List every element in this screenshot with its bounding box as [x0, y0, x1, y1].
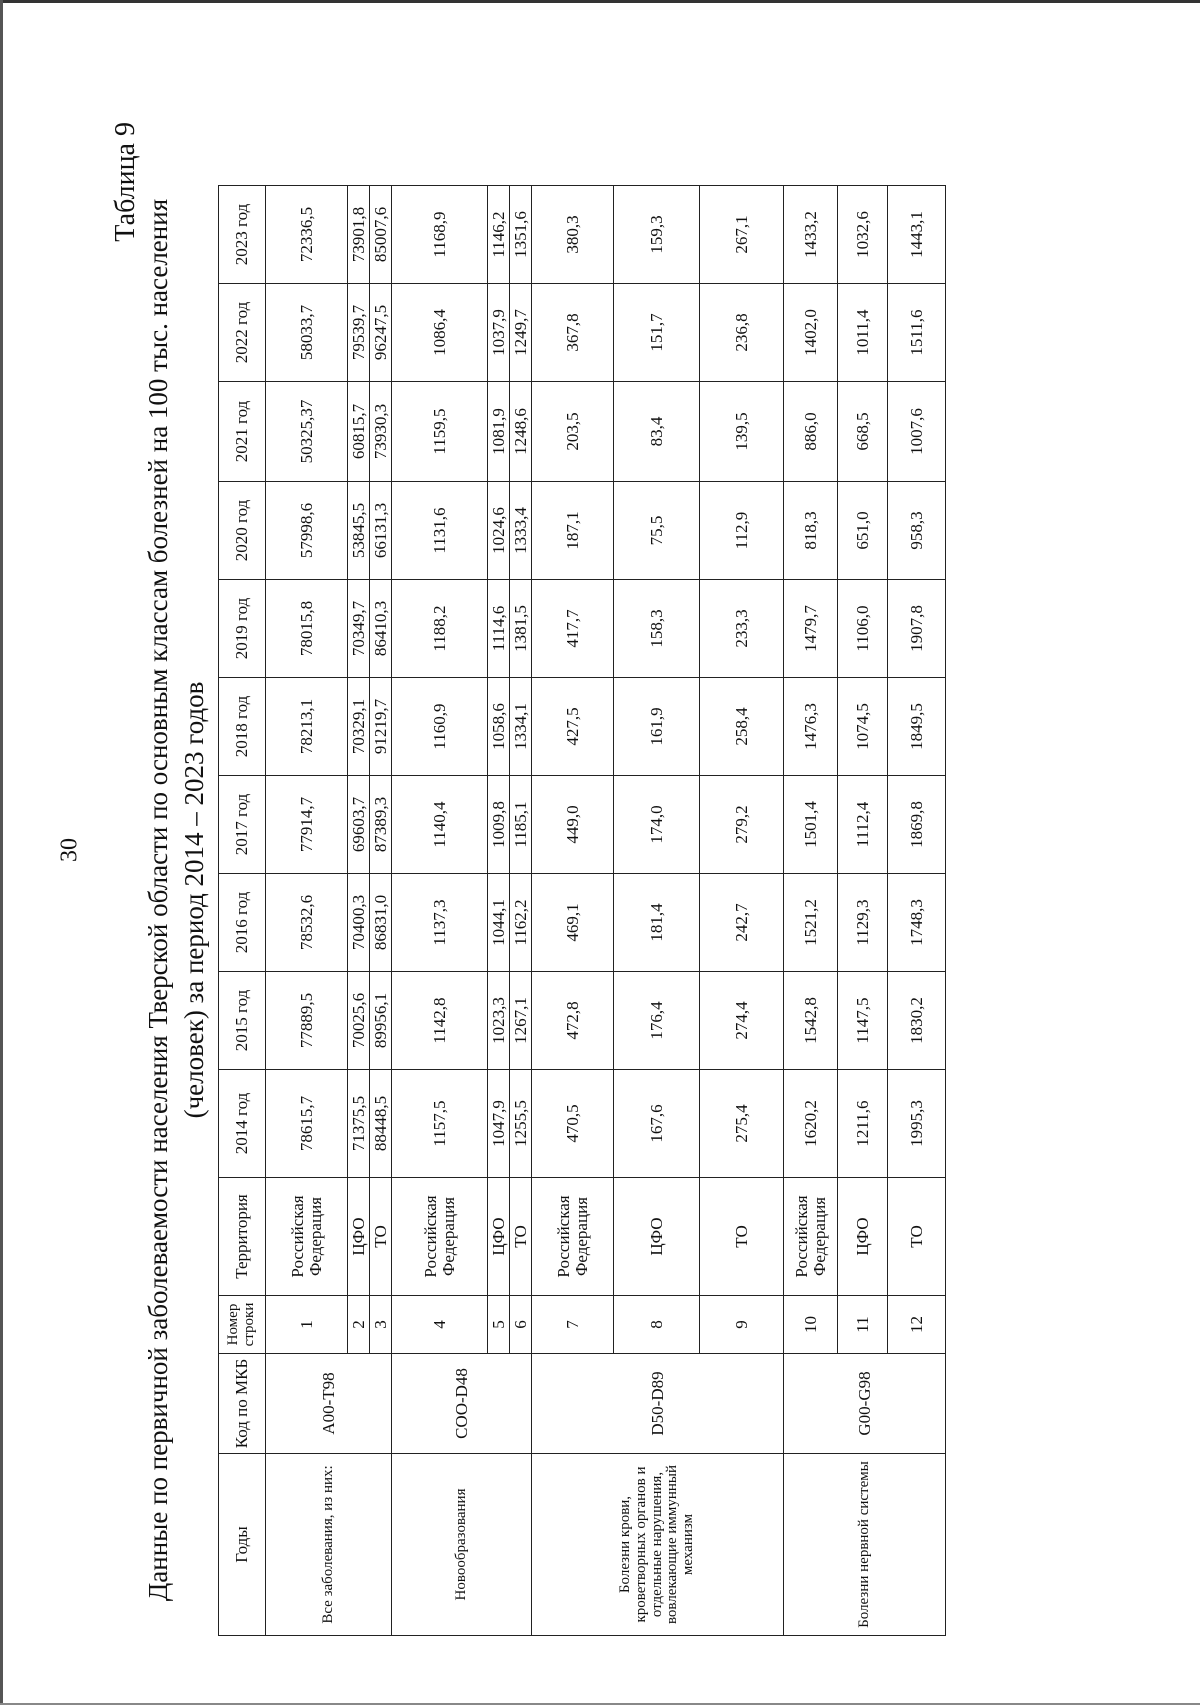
territory: ТО	[700, 1178, 784, 1296]
territory: ЦФО	[838, 1178, 888, 1296]
row-number: 10	[784, 1296, 838, 1354]
value-cell: 70349,7	[348, 580, 370, 678]
value-cell: 449,0	[532, 776, 614, 874]
scan-edge-left	[0, 0, 3, 1705]
header-row-number: Номер строки	[219, 1296, 266, 1354]
value-cell: 73901,8	[348, 186, 370, 284]
value-cell: 1074,5	[838, 678, 888, 776]
value-cell: 1185,1	[510, 776, 532, 874]
value-cell: 258,4	[700, 678, 784, 776]
disease-class-name: Болезни нервной системы	[784, 1454, 946, 1636]
table-row	[532, 186, 614, 1636]
value-cell: 1086,4	[392, 284, 488, 382]
value-cell: 53845,5	[348, 482, 370, 580]
value-cell: 1032,6	[838, 186, 888, 284]
value-cell: 1131,6	[392, 482, 488, 580]
value-cell: 1162,2	[510, 874, 532, 972]
value-cell: 78015,8	[266, 580, 348, 678]
value-cell: 89956,1	[370, 972, 392, 1070]
value-cell: 1142,8	[392, 972, 488, 1070]
value-cell: 77889,5	[266, 972, 348, 1070]
icd-code: G00-G98	[784, 1354, 946, 1454]
table-row	[392, 186, 488, 1636]
table-number: Таблица 9	[110, 122, 141, 242]
row-number: 6	[510, 1296, 532, 1354]
table-body	[266, 186, 946, 1636]
header-2023: 2023 год	[219, 186, 266, 284]
value-cell: 78615,7	[266, 1070, 348, 1178]
icd-code: A00-T98	[266, 1354, 392, 1454]
value-cell: 50325,37	[266, 382, 348, 482]
value-cell: 1157,5	[392, 1070, 488, 1178]
value-cell: 236,8	[700, 284, 784, 382]
value-cell: 77914,7	[266, 776, 348, 874]
header-2020: 2020 год	[219, 482, 266, 580]
header-years: Годы	[219, 1454, 266, 1636]
value-cell: 242,7	[700, 874, 784, 972]
value-cell: 1542,8	[784, 972, 838, 1070]
value-cell: 668,5	[838, 382, 888, 482]
row-number: 12	[888, 1296, 946, 1354]
value-cell: 1869,8	[888, 776, 946, 874]
value-cell: 1267,1	[510, 972, 532, 1070]
value-cell: 57998,6	[266, 482, 348, 580]
value-cell: 91219,7	[370, 678, 392, 776]
territory: ЦФО	[614, 1178, 700, 1296]
value-cell: 181,4	[614, 874, 700, 972]
value-cell: 1112,4	[838, 776, 888, 874]
value-cell: 1147,5	[838, 972, 888, 1070]
header-2015: 2015 год	[219, 972, 266, 1070]
header-2014: 2014 год	[219, 1070, 266, 1178]
value-cell: 86410,3	[370, 580, 392, 678]
table-row	[266, 186, 348, 1636]
value-cell: 66131,3	[370, 482, 392, 580]
value-cell: 187,1	[532, 482, 614, 580]
territory: ТО	[510, 1178, 532, 1296]
value-cell: 1748,3	[888, 874, 946, 972]
value-cell: 427,5	[532, 678, 614, 776]
value-cell: 75,5	[614, 482, 700, 580]
value-cell: 1351,6	[510, 186, 532, 284]
value-cell: 1140,4	[392, 776, 488, 874]
value-cell: 651,0	[838, 482, 888, 580]
value-cell: 58033,7	[266, 284, 348, 382]
header-2019: 2019 год	[219, 580, 266, 678]
value-cell: 161,9	[614, 678, 700, 776]
table-title-line-1: Данные по первичной заболеваемости населения Тверской области по основным классам болезней на 100 тыс. населения	[143, 198, 173, 1602]
icd-code: D50-D89	[532, 1354, 784, 1454]
value-cell: 1211,6	[838, 1070, 888, 1178]
value-cell: 87389,3	[370, 776, 392, 874]
value-cell: 139,5	[700, 382, 784, 482]
value-cell: 1137,3	[392, 874, 488, 972]
value-cell: 469,1	[532, 874, 614, 972]
value-cell: 1047,9	[488, 1070, 510, 1178]
value-cell: 1907,8	[888, 580, 946, 678]
territory: Российская Федерация	[392, 1178, 488, 1296]
value-cell: 1160,9	[392, 678, 488, 776]
value-cell: 69603,7	[348, 776, 370, 874]
value-cell: 233,3	[700, 580, 784, 678]
value-cell: 88448,5	[370, 1070, 392, 1178]
table-title-line-2: (человек) за период 2014 – 2023 годов	[179, 681, 209, 1119]
row-number: 1	[266, 1296, 348, 1354]
value-cell: 70025,6	[348, 972, 370, 1070]
value-cell: 275,4	[700, 1070, 784, 1178]
scan-edge-top	[0, 0, 1200, 3]
value-cell: 274,4	[700, 972, 784, 1070]
value-cell: 71375,5	[348, 1070, 370, 1178]
value-cell: 1106,0	[838, 580, 888, 678]
value-cell: 1620,2	[784, 1070, 838, 1178]
header-2017: 2017 год	[219, 776, 266, 874]
value-cell: 1381,5	[510, 580, 532, 678]
morbidity-table	[218, 185, 946, 1636]
territory: ЦФО	[488, 1178, 510, 1296]
row-number: 8	[614, 1296, 700, 1354]
value-cell: 1255,5	[510, 1070, 532, 1178]
value-cell: 1501,4	[784, 776, 838, 874]
value-cell: 60815,7	[348, 382, 370, 482]
value-cell: 1443,1	[888, 186, 946, 284]
value-cell: 73930,3	[370, 382, 392, 482]
value-cell: 1114,6	[488, 580, 510, 678]
header-code: Код по МКБ	[219, 1354, 266, 1454]
value-cell: 267,1	[700, 186, 784, 284]
value-cell: 78532,6	[266, 874, 348, 972]
value-cell: 958,3	[888, 482, 946, 580]
table-header-row	[219, 186, 266, 1636]
value-cell: 1511,6	[888, 284, 946, 382]
value-cell: 85007,6	[370, 186, 392, 284]
header-2021: 2021 год	[219, 382, 266, 482]
value-cell: 112,9	[700, 482, 784, 580]
page-number: 30	[56, 838, 83, 862]
value-cell: 1037,9	[488, 284, 510, 382]
table-row	[784, 186, 838, 1636]
header-2022: 2022 год	[219, 284, 266, 382]
value-cell: 886,0	[784, 382, 838, 482]
value-cell: 83,4	[614, 382, 700, 482]
value-cell: 1058,6	[488, 678, 510, 776]
value-cell: 1433,2	[784, 186, 838, 284]
territory: Российская Федерация	[532, 1178, 614, 1296]
value-cell: 417,7	[532, 580, 614, 678]
value-cell: 470,5	[532, 1070, 614, 1178]
value-cell: 1007,6	[888, 382, 946, 482]
value-cell: 70400,3	[348, 874, 370, 972]
icd-code: COO-D48	[392, 1354, 532, 1454]
value-cell: 159,3	[614, 186, 700, 284]
territory: ТО	[888, 1178, 946, 1296]
territory: Российская Федерация	[266, 1178, 348, 1296]
value-cell: 1830,2	[888, 972, 946, 1070]
value-cell: 203,5	[532, 382, 614, 482]
value-cell: 79539,7	[348, 284, 370, 382]
value-cell: 1476,3	[784, 678, 838, 776]
value-cell: 1995,3	[888, 1070, 946, 1178]
disease-class-name: Новообразования	[392, 1454, 532, 1636]
value-cell: 176,4	[614, 972, 700, 1070]
value-cell: 86831,0	[370, 874, 392, 972]
value-cell: 367,8	[532, 284, 614, 382]
value-cell: 96247,5	[370, 284, 392, 382]
territory: Российская Федерация	[784, 1178, 838, 1296]
row-number: 9	[700, 1296, 784, 1354]
value-cell: 1168,9	[392, 186, 488, 284]
row-number: 4	[392, 1296, 488, 1354]
value-cell: 380,3	[532, 186, 614, 284]
value-cell: 1129,3	[838, 874, 888, 972]
value-cell: 1081,9	[488, 382, 510, 482]
value-cell: 174,0	[614, 776, 700, 874]
value-cell: 158,3	[614, 580, 700, 678]
value-cell: 1334,1	[510, 678, 532, 776]
value-cell: 167,6	[614, 1070, 700, 1178]
value-cell: 72336,5	[266, 186, 348, 284]
value-cell: 1333,4	[510, 482, 532, 580]
value-cell: 1248,6	[510, 382, 532, 482]
row-number: 5	[488, 1296, 510, 1354]
row-number: 11	[838, 1296, 888, 1354]
value-cell: 1024,6	[488, 482, 510, 580]
header-2016: 2016 год	[219, 874, 266, 972]
header-2018: 2018 год	[219, 678, 266, 776]
table-title	[140, 150, 212, 1650]
value-cell: 1146,2	[488, 186, 510, 284]
value-cell: 78213,1	[266, 678, 348, 776]
value-cell: 1849,5	[888, 678, 946, 776]
value-cell: 1249,7	[510, 284, 532, 382]
value-cell: 1011,4	[838, 284, 888, 382]
row-number: 2	[348, 1296, 370, 1354]
rotated-page-content	[110, 110, 1090, 1650]
value-cell: 1479,7	[784, 580, 838, 678]
value-cell: 818,3	[784, 482, 838, 580]
value-cell: 1009,8	[488, 776, 510, 874]
value-cell: 1159,5	[392, 382, 488, 482]
territory: ЦФО	[348, 1178, 370, 1296]
header-territory: Территория	[219, 1178, 266, 1296]
value-cell: 1521,2	[784, 874, 838, 972]
territory: ТО	[370, 1178, 392, 1296]
disease-class-name: Болезни крови, кроветворных органов и отдельные нарушения, вовлекающие иммунный механизм	[532, 1454, 784, 1636]
row-number: 7	[532, 1296, 614, 1354]
value-cell: 279,2	[700, 776, 784, 874]
value-cell: 70329,1	[348, 678, 370, 776]
value-cell: 1023,3	[488, 972, 510, 1070]
value-cell: 1402,0	[784, 284, 838, 382]
value-cell: 1188,2	[392, 580, 488, 678]
value-cell: 472,8	[532, 972, 614, 1070]
value-cell: 1044,1	[488, 874, 510, 972]
row-number: 3	[370, 1296, 392, 1354]
value-cell: 151,7	[614, 284, 700, 382]
disease-class-name: Все заболевания, из них:	[266, 1454, 392, 1636]
